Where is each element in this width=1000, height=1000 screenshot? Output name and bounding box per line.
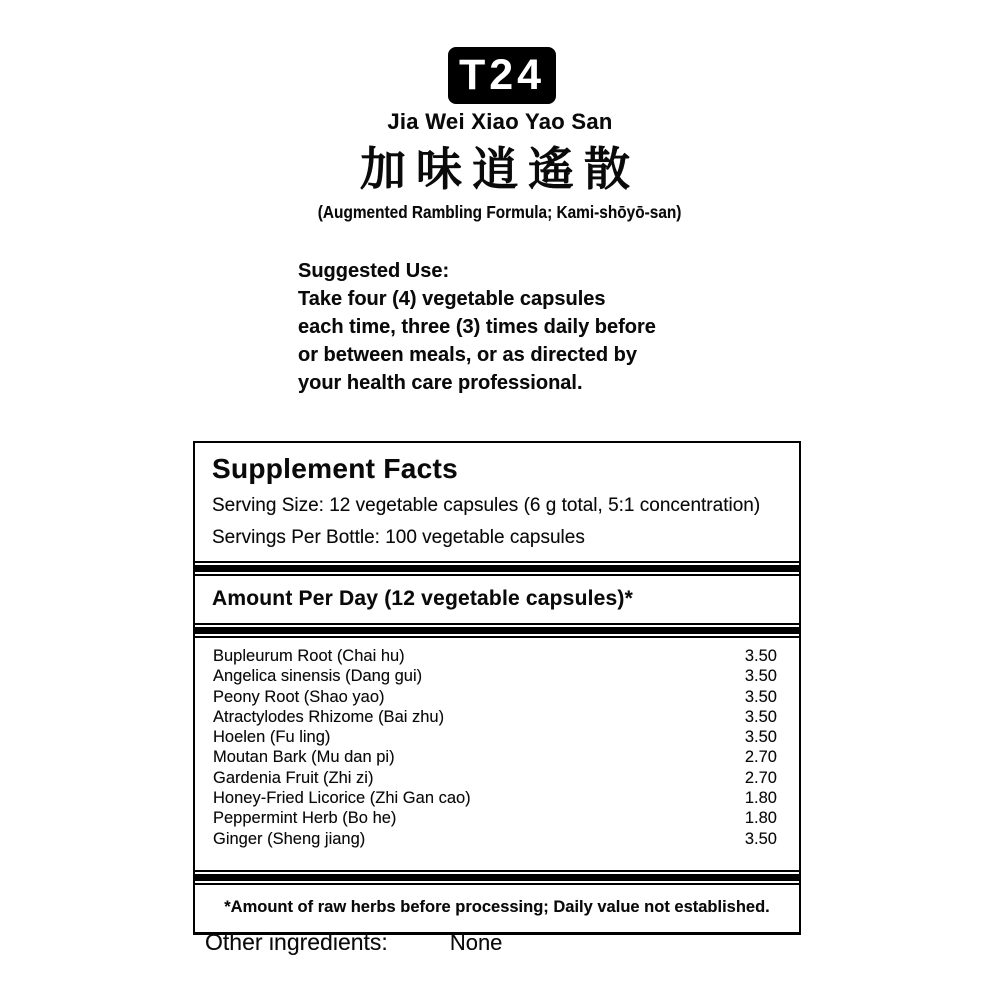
ingredient-amount: 2.70 [744,768,777,787]
suggested-use-line: Take four (4) vegetable capsules [298,288,606,310]
servings-per-bottle: Servings Per Bottle: 100 vegetable capsules [212,527,585,548]
ingredient-row [213,728,779,748]
product-pinyin-name: Jia Wei Xiao Yao San [387,109,613,134]
ingredient-row [213,748,779,768]
section-divider [195,623,799,638]
section-divider [195,561,799,576]
suggested-use-heading: Suggested Use: [298,260,450,282]
other-ingredients-row [205,929,502,956]
ingredient-amount: 3.50 [744,687,777,706]
suggested-use-line: or between meals, or as directed by [298,344,638,366]
ingredient-name: Peony Root (Shao yao) [213,687,385,706]
amount-per-day-header: Amount Per Day (12 vegetable capsules)* [212,587,633,610]
ingredient-name: Peppermint Herb (Bo he) [213,809,397,828]
ingredient-name: Moutan Bark (Mu dan pi) [213,748,395,767]
facts-header-section [195,443,799,561]
other-ingredients-value: None [449,930,503,955]
suggested-use-line: each time, three (3) times daily before [298,316,656,338]
ingredient-row [213,769,779,789]
product-alt-names [0,202,1000,223]
ingredient-amount: 3.50 [744,667,777,686]
other-ingredients-label: Other ingredients: [205,929,388,955]
ingredient-row [213,688,779,708]
facts-footnote: *Amount of raw herbs before processing; Daily value not established. [224,897,770,916]
product-code-badge [448,47,556,104]
ingredient-amount: 1.80 [744,809,777,828]
suggested-use-section [298,257,738,397]
suggested-use-line: your health care professional. [298,372,583,394]
ingredient-amount: 3.50 [744,728,777,747]
ingredient-name: Atractylodes Rhizome (Bai zhu) [213,707,445,726]
ingredient-row [213,830,779,850]
product-alt-names-text: (Augmented Rambling Formula; Kami-shōyō-san) [318,202,682,222]
ingredient-row [213,789,779,809]
ingredient-name: Ginger (Sheng jiang) [213,829,366,848]
product-chinese-name: 加味逍遙散 [360,142,640,196]
ingredients-table [195,638,799,870]
ingredient-name: Bupleurum Root (Chai hu) [213,647,405,665]
section-divider [195,870,799,885]
ingredient-amount: 1.80 [744,789,777,808]
ingredient-amount: 3.50 [744,647,777,665]
ingredient-name: Angelica sinensis (Dang gui) [213,667,423,686]
ingredient-name: Gardenia Fruit (Zhi zi) [213,768,374,787]
product-code: T24 [458,51,546,99]
ingredient-row [213,708,779,728]
ingredient-row [213,647,779,667]
ingredient-name: Honey-Fried Licorice (Zhi Gan cao) [213,789,471,808]
ingredient-name: Hoelen (Fu ling) [213,728,331,747]
ingredient-amount: 2.70 [744,748,777,767]
ingredient-row [213,667,779,687]
ingredient-amount: 3.50 [744,829,777,848]
serving-size: Serving Size: 12 vegetable capsules (6 g total, 5:1 concentration) [212,495,761,516]
facts-title: Supplement Facts [212,453,458,484]
supplement-facts-panel [193,441,801,935]
ingredient-amount: 3.50 [744,707,777,726]
ingredient-row [213,809,779,829]
